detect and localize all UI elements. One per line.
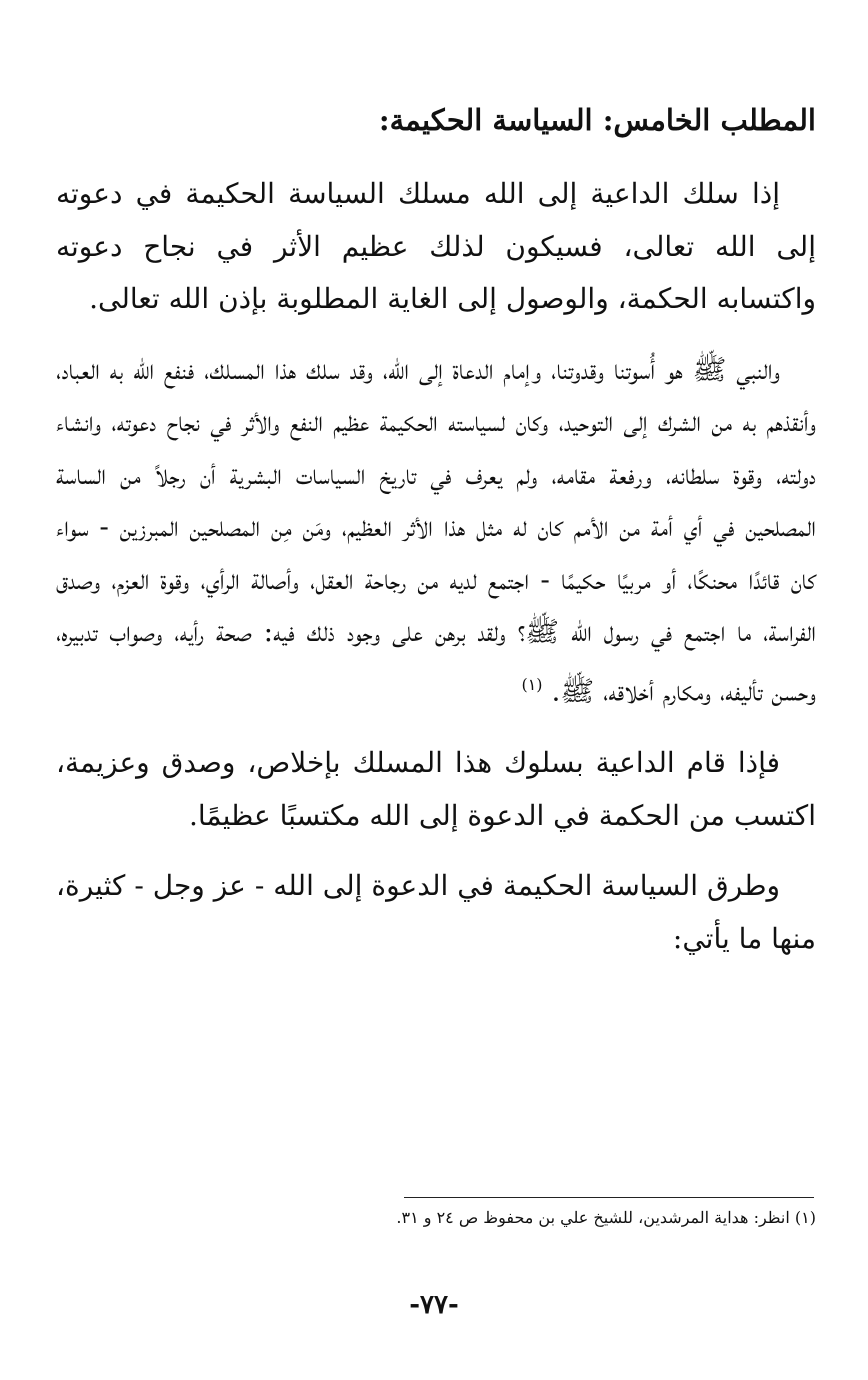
paragraph-2: [56, 344, 816, 718]
paragraph-2-text: والنبي ﷺ هو أُسوتنا وقدوتنا، وإمام الدعاة إلى الله، وقد سلك هذا المسلك، فنفع الله به العباد، وأنقذهم به من الشرك إلى التوحيد، وكان لسياسته الحكيمة عظيم النفع والأثر في نجاح دعوته، وانشاء دولته، وقوة سلطانه، ورفعة مقامه، ولم يعرف في تاريخ السياسات البشرية أن رجلاً من الساسة المصلحين في أي أمة من الأمم كان له مثل هذا الأثر العظيم، ومَن مِن المصلحين المبرزين - سواء كان قائدًا محنكًا، أو مربيًا حكيمًا - اجتمع لديه من رجاحة العقل، وأصالة الرأي، وقوة العزم، وصدق الفراسة، ما اجتمع في رسول الله ﷺ؟ ولقد برهن على وجود ذلك فيه: صحة رأيه، وصواب تدبيره، وحسن تأليفه، ومكارم أخلاقه، ﷺ.: [56, 352, 816, 707]
section-heading: المطلب الخامس: السياسة الحكيمة:: [378, 103, 816, 137]
footnote: (١) انظر: هداية المرشدين، للشيخ علي بن محفوظ ص ٢٤ و ٣١.: [396, 1208, 816, 1227]
paragraph-4: وطرق السياسة الحكيمة في الدعوة إلى الله - عز وجل - كثيرة، منها ما يأتي:: [56, 869, 816, 955]
paragraph-1: إذا سلك الداعية إلى الله مسلك السياسة الحكيمة في دعوته إلى الله تعالى، فسيكون لذلك عظيم الأثر في نجاح دعوته واكتسابه الحكمة، والوصول إلى الغاية المطلوبة بإذن الله تعالى.: [56, 177, 816, 315]
footnote-reference[interactable]: (١): [521, 674, 543, 694]
page-number: -٧٧-: [409, 1290, 459, 1320]
body-text: [56, 168, 816, 983]
footnote-separator: [404, 1197, 814, 1198]
paragraph-3: فإذا قام الداعية بسلوك هذا المسلك بإخلاص، وصدق وعزيمة، اكتسب من الحكمة في الدعوة إلى الله مكتسبًا عظيمًا.: [56, 746, 816, 832]
